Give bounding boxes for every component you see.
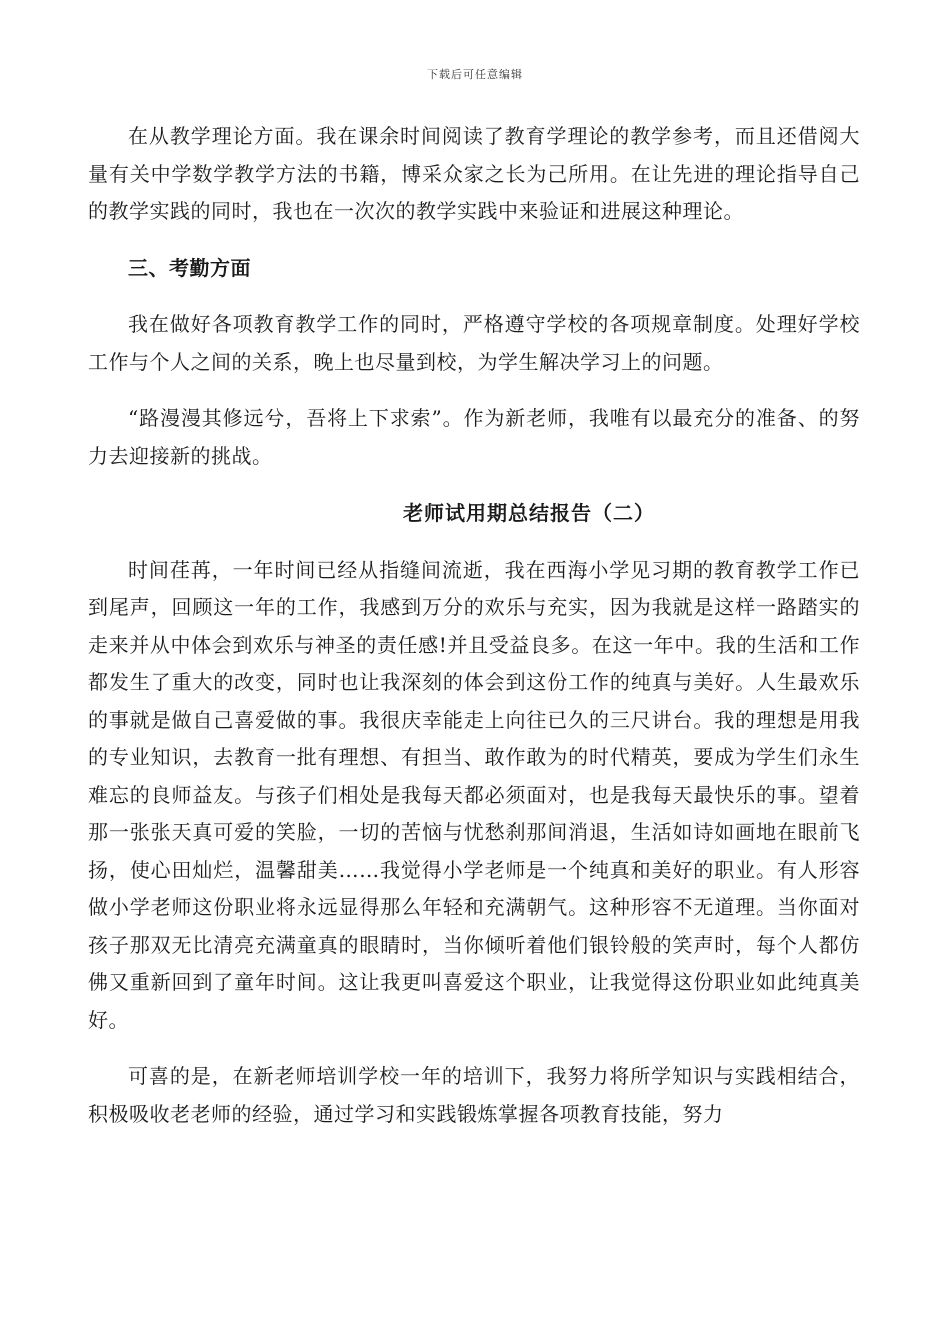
- paragraph-teaching-theory: 在从教学理论方面。我在课余时间阅读了教育学理论的教学参考，而且还借阅大量有关中学数学教学方法的书籍，博采众家之长为己所用。在让先进的理论指导自己的教学实践的同时，我也在一次次的教学实践中来验证和进展这种理论。: [88, 124, 860, 223]
- paragraph-training: 可喜的是，在新老师培训学校一年的培训下，我努力将所学知识与实践相结合，积极吸收老老师的经验，通过学习和实践锻炼掌握各项教育技能，努力: [88, 1064, 860, 1126]
- paragraph-time-flies: 时间荏苒，一年时间已经从指缝间流逝，我在西海小学见习期的教育教学工作已到尾声，回顾这一年的工作，我感到万分的欢乐与充实，因为我就是这样一路踏实的走来并从中体会到欢乐与神圣的责任感!并且受益良多。在这一年中。我的生活和工作都发生了重大的改变，同时也让我深刻的体会到这份工作的纯真与美好。人生最欢乐的事就是做自己喜爱做的事。我很庆幸能走上向往已久的三尺讲台。我的理想是用我的专业知识，去教育一批有理想、有担当、敢作敢为的时代精英，要成为学生们永生难忘的良师益友。与孩子们相处是我每天都必须面对，也是我每天最快乐的事。望着那一张张天真可爱的笑脸，一切的苦恼与忧愁刹那间消退，生活如诗如画地在眼前飞扬，使心田灿烂，温馨甜美……我觉得小学老师是一个纯真和美好的职业。有人形容做小学老师这份职业将永远显得那么年轻和充满朝气。这种形容不无道理。当你面对孩子那双无比清亮充满童真的眼睛时，当你倾听着他们银铃般的笑声时，每个人都仿佛又重新回到了童年时间。这让我更叫喜爱这个职业，让我觉得这份职业如此纯真美好。: [88, 557, 860, 1032]
- paragraph-quote: “路漫漫其修远兮，吾将上下求索”。作为新老师，我唯有以最充分的准备、的努力去迎接新的挑战。: [88, 406, 860, 468]
- paragraph-attendance: 我在做好各项教育教学工作的同时，严格遵守学校的各项规章制度。处理好学校工作与个人之间的关系，晚上也尽量到校，为学生解决学习上的问题。: [88, 312, 860, 374]
- page-header: 下载后可任意编辑: [427, 68, 523, 81]
- document-title: 老师试用期总结报告（二）: [403, 501, 655, 525]
- document-body: [88, 118, 860, 1133]
- section-heading-attendance: 三、考勤方面: [128, 255, 251, 280]
